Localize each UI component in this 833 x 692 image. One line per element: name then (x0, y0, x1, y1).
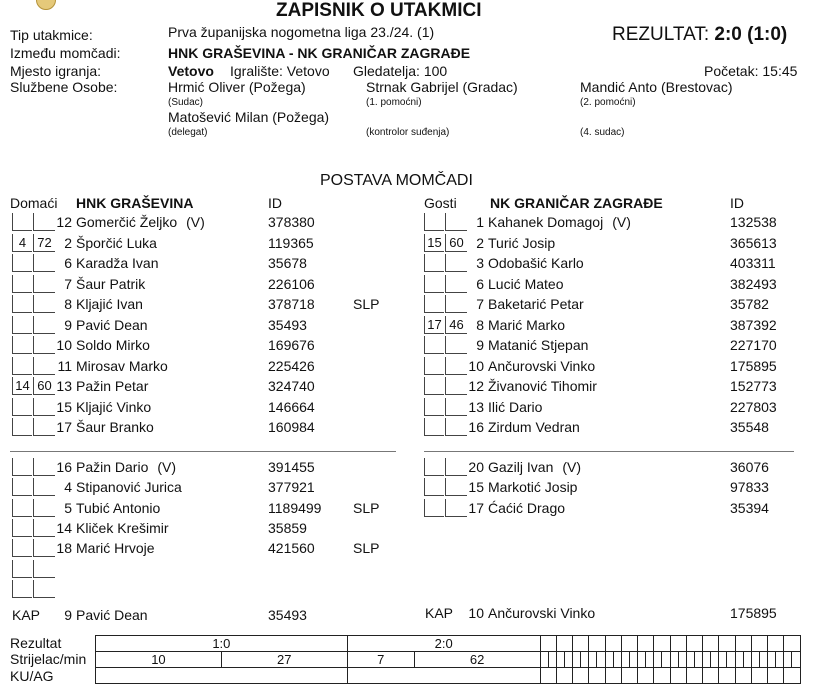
player-id: 378718 (268, 296, 315, 312)
player-id: 35678 (268, 255, 307, 271)
kuag-cell (703, 668, 719, 684)
result-cell (670, 636, 686, 652)
player-name-text: Marić Marko (488, 316, 566, 333)
sub-id: 1189499 (268, 499, 322, 516)
player-number: 10 (468, 357, 484, 374)
player-name-text: Odobašić Karlo (488, 255, 584, 271)
home-kap-id: 35493 (268, 607, 307, 623)
result-cell: 2:0 (347, 636, 540, 652)
player-name (76, 337, 150, 353)
official-name: Matošević Milan (Požega) (168, 109, 330, 125)
away-kap-number: 10 (468, 605, 484, 621)
official-role: (2. pomoćni) (580, 97, 636, 108)
player-name-text: Soldo Mirko (76, 337, 150, 353)
kuag-cell (784, 668, 801, 684)
sub-name-text: Pažin Dario (76, 459, 149, 475)
away-kap-name: Ančurovski Vinko (488, 605, 596, 621)
player-name-text: Pažin Petar (76, 378, 149, 394)
score-row-kuag (96, 668, 801, 684)
igraliste-value: Igralište: Vetovo (230, 63, 330, 79)
minute-box: 72 (33, 234, 55, 252)
sub-number: 18 (56, 540, 72, 557)
sub-id: 36076 (730, 459, 769, 475)
score-grid (95, 635, 801, 684)
scorer-cell (670, 652, 678, 668)
player-name (488, 358, 595, 374)
kuag-cell (654, 668, 670, 684)
result-label: REZULTAT: (612, 24, 710, 45)
sub-name-text: Kliček Krešimir (76, 519, 169, 536)
player-id: 227803 (730, 398, 777, 415)
scorer-cell (703, 652, 711, 668)
player-id: 160984 (268, 419, 315, 435)
home-kap-label: KAP (12, 607, 41, 623)
player-number: 8 (64, 296, 72, 312)
minute-box (12, 519, 32, 537)
player-name-text: Ančurovski Vinko (488, 357, 596, 374)
minute-box (12, 499, 32, 517)
player-id: 387392 (730, 316, 777, 333)
home-divider (10, 451, 396, 452)
sub-number: 5 (64, 499, 72, 516)
player-number: 2 (64, 234, 72, 251)
player-name (76, 358, 168, 374)
kuag-cell (735, 668, 751, 684)
player-name (76, 235, 157, 251)
player-name-text: Pavić Dean (76, 316, 148, 333)
player-name-text: Kljajić Ivan (76, 296, 143, 312)
scorer-cell (784, 652, 792, 668)
sub-id: 421560 (268, 540, 315, 557)
kuag-cell (670, 668, 686, 684)
result-cell (605, 636, 621, 652)
sub-number: 20 (468, 459, 484, 475)
minute-box (424, 458, 444, 476)
player-number: 11 (57, 357, 72, 374)
kuag-cell (621, 668, 637, 684)
player-name (76, 378, 148, 394)
sub-name (488, 479, 577, 495)
scorer-cell (638, 652, 646, 668)
result-cell: 1:0 (96, 636, 348, 652)
minute-box: 60 (33, 377, 55, 395)
minute-box (424, 275, 444, 293)
sub-tag: (V) (157, 459, 177, 475)
scorer-cell (556, 652, 564, 668)
player-name (76, 255, 159, 271)
scorer-cell (735, 652, 743, 668)
minute-box: 60 (445, 234, 467, 252)
minute-box (12, 478, 32, 496)
player-number: 8 (476, 316, 484, 333)
player-name (488, 317, 565, 333)
result-cell (540, 636, 556, 652)
kuag-cell (573, 668, 589, 684)
player-name (76, 296, 143, 312)
away-kap-label: KAP (425, 605, 454, 621)
scorer-cell: 10 (96, 652, 222, 668)
player-id: 403311 (730, 255, 776, 271)
score-row-results (96, 636, 801, 652)
scorer-cell (678, 652, 686, 668)
kuag-cell (719, 668, 735, 684)
player-id: 175895 (730, 357, 777, 374)
home-kap-number: 9 (64, 607, 72, 623)
player-number: 1 (476, 214, 484, 230)
result-cell (589, 636, 605, 652)
player-id: 378380 (268, 214, 315, 230)
player-id: 35548 (730, 419, 769, 435)
sub-number: 4 (64, 479, 72, 496)
lineup-title: POSTAVA MOMČADI (320, 172, 473, 189)
scorer-cell (621, 652, 629, 668)
minute-box (424, 295, 444, 313)
minute-box (33, 580, 55, 598)
result-block (612, 24, 787, 46)
scorer-cell: 27 (221, 652, 347, 668)
official-role: (4. sudac) (580, 127, 625, 138)
kuag-cell (638, 668, 654, 684)
sub-name (488, 500, 565, 516)
player-number: 7 (64, 275, 72, 292)
minute-box (12, 295, 32, 313)
mjesto-label: Mjesto igranja: (10, 63, 102, 79)
sub-name-text: Markotić Josip (488, 479, 578, 496)
away-side-label: Gosti (424, 195, 457, 211)
player-name (488, 378, 597, 394)
scorer-cell (711, 652, 719, 668)
player-name-text: Matanić Stjepan (488, 337, 589, 353)
minute-box (424, 213, 444, 231)
kuag-cell (768, 668, 784, 684)
minute-box: 17 (424, 316, 444, 334)
result-cell (719, 636, 735, 652)
gledatelja-value: Gledatelja: 100 (353, 63, 448, 79)
scorer-cell (727, 652, 735, 668)
sub-id: 97833 (730, 479, 769, 496)
match-teams: HNK GRAŠEVINA - NK GRANIČAR ZAGRAĐE (168, 45, 471, 61)
sub-name (76, 520, 169, 536)
sub-name-text: Stipanović Jurica (76, 479, 182, 496)
player-number: 9 (476, 337, 484, 353)
minute-box (12, 254, 32, 272)
minute-box: 4 (12, 234, 32, 252)
player-number: 13 (56, 378, 72, 394)
tip-value: Prva županijska nogometna liga 23./24. (1) (168, 24, 435, 40)
player-number: 6 (64, 255, 72, 271)
result-cell (768, 636, 784, 652)
scorer-cell (573, 652, 581, 668)
sub-name-text: Tubić Antonio (76, 499, 161, 516)
strijelac-row-label: Strijelac/min (10, 651, 87, 667)
official-name: Mandić Anto (Brestovac) (580, 79, 733, 95)
sub-name (488, 459, 581, 475)
player-name (488, 255, 584, 271)
scorer-cell: 7 (347, 652, 414, 668)
minute-box: 15 (424, 234, 444, 252)
official-role: (delegat) (168, 127, 208, 138)
sub-name-text: Marić Hrvoje (76, 540, 155, 557)
player-id: 35493 (268, 316, 307, 333)
minute-box (12, 213, 32, 231)
player-name-text: Zirdum Vedran (488, 419, 580, 435)
kuag-cell (589, 668, 605, 684)
result-cell (654, 636, 670, 652)
scorer-cell (776, 652, 784, 668)
scorer-cell (564, 652, 572, 668)
player-name (76, 276, 145, 292)
sub-id: 391455 (268, 459, 315, 475)
player-id: 152773 (730, 378, 777, 394)
home-side-label: Domaći (10, 195, 58, 211)
home-kap-name: Pavić Dean (76, 607, 148, 623)
player-number: 16 (468, 419, 484, 435)
minute-box (424, 478, 444, 496)
minute-box (12, 458, 32, 476)
scorer-cell (629, 652, 637, 668)
player-name (76, 214, 205, 230)
scorer-cell: 62 (414, 652, 540, 668)
scorer-cell (694, 652, 702, 668)
sub-name (76, 540, 155, 556)
sub-note: SLP (353, 540, 380, 557)
player-name (488, 214, 631, 230)
player-name (76, 317, 148, 333)
player-number: 17 (56, 419, 72, 435)
minute-box (12, 418, 32, 436)
sub-number: 15 (468, 479, 484, 496)
kuag-cell (96, 668, 348, 684)
player-number: 15 (56, 398, 72, 415)
kuag-cell (605, 668, 621, 684)
player-number: 7 (476, 296, 484, 312)
sub-name (76, 479, 182, 495)
result-cell (621, 636, 637, 652)
kuag-cell (347, 668, 540, 684)
minute-box (424, 377, 444, 395)
player-id: 169676 (268, 337, 315, 353)
official-role: (Sudac) (168, 97, 204, 108)
page-title: ZAPISNIK O UTAKMICI (276, 0, 482, 21)
player-name-text: Turić Josip (488, 234, 556, 251)
home-id-label: ID (268, 195, 282, 211)
minute-box (33, 560, 55, 578)
away-kap-id: 175895 (730, 605, 777, 621)
player-number: 6 (476, 275, 484, 292)
minute-box (12, 539, 32, 557)
result-cell (751, 636, 767, 652)
player-name (488, 337, 588, 353)
sub-tag: (V) (562, 459, 582, 475)
sub-name-text: Gazilj Ivan (488, 459, 554, 475)
player-name-text: Šaur Patrik (76, 275, 146, 292)
scorer-cell (751, 652, 759, 668)
player-number: 13 (468, 398, 484, 415)
player-note: SLP (353, 296, 380, 312)
minute-box (12, 560, 32, 578)
pocetak-value: Početak: 15:45 (704, 63, 798, 79)
scorer-cell (719, 652, 727, 668)
sub-name (76, 500, 160, 516)
player-name-text: Baketarić Petar (488, 296, 584, 312)
tip-label: Tip utakmice: (10, 27, 93, 43)
sub-name-text: Ćaćić Drago (488, 499, 566, 516)
minute-box (424, 499, 444, 517)
rezultat-row-label: Rezultat (10, 635, 62, 651)
scorer-cell (686, 652, 694, 668)
player-name-text: Živanović Tihomir (488, 378, 597, 394)
player-number: 12 (468, 378, 484, 394)
minute-box (12, 275, 32, 293)
player-name-text: Ilić Dario (488, 398, 543, 415)
player-name-text: Karadža Ivan (76, 255, 159, 271)
away-id-label: ID (730, 195, 744, 211)
player-name (488, 399, 542, 415)
player-name-text: Šaur Branko (76, 419, 154, 435)
kuag-row-label: KU/AG (10, 668, 54, 684)
sub-number: 16 (56, 459, 72, 475)
player-number: 12 (56, 214, 72, 230)
izmedju-label: Između momčadi: (10, 45, 121, 61)
result-cell (703, 636, 719, 652)
kuag-cell (686, 668, 702, 684)
result-cell (735, 636, 751, 652)
minute-box (424, 398, 444, 416)
sub-id: 35859 (268, 519, 307, 536)
minute-box (424, 357, 444, 375)
sub-number: 17 (468, 499, 484, 516)
player-name (488, 419, 580, 435)
away-divider (424, 451, 794, 452)
scorer-cell (581, 652, 589, 668)
player-name (76, 419, 154, 435)
player-id: 324740 (268, 378, 315, 394)
player-id: 119365 (268, 234, 314, 251)
player-id: 132538 (730, 214, 777, 230)
official-role: (kontrolor suđenja) (366, 127, 450, 138)
sub-id: 35394 (730, 499, 769, 516)
home-team-name: HNK GRAŠEVINA (76, 195, 194, 211)
player-name-text: Kahanek Domagoj (488, 214, 604, 230)
player-id: 35782 (730, 296, 769, 312)
federation-logo-icon (36, 0, 56, 10)
osobe-label: Službene Osobe: (10, 79, 118, 95)
player-id: 226106 (268, 275, 315, 292)
official-name: Hrmić Oliver (Požega) (168, 79, 306, 95)
minute-box (12, 357, 32, 375)
scorer-cell (597, 652, 605, 668)
result-cell (556, 636, 572, 652)
player-number: 3 (476, 255, 484, 271)
player-id: 365613 (730, 234, 777, 251)
scorer-cell (540, 652, 548, 668)
minute-box (424, 254, 444, 272)
player-tag: (V) (612, 214, 631, 230)
minute-box (12, 316, 32, 334)
scorer-cell (743, 652, 751, 668)
player-name-text: Gomerčić Željko (76, 214, 178, 230)
sub-id: 377921 (268, 479, 315, 496)
scorer-cell (548, 652, 556, 668)
player-id: 146664 (268, 398, 315, 415)
official-name: Strnak Gabrijel (Gradac) (366, 79, 518, 95)
sub-number: 14 (56, 519, 72, 536)
score-row-scorers (96, 652, 801, 668)
player-name-text: Šporčić Luka (76, 234, 157, 251)
away-team-name: NK GRANIČAR ZAGRAĐE (490, 195, 663, 211)
scorer-cell (646, 652, 654, 668)
scorer-cell (654, 652, 662, 668)
minute-box (424, 336, 444, 354)
player-number: 9 (64, 316, 72, 333)
scorer-cell (589, 652, 597, 668)
kuag-cell (540, 668, 556, 684)
player-name-text: Lucić Mateo (488, 275, 564, 292)
kuag-cell (556, 668, 572, 684)
scorer-cell (613, 652, 621, 668)
player-number: 2 (476, 234, 484, 251)
player-id: 382493 (730, 275, 777, 292)
result-cell (638, 636, 654, 652)
minute-box (424, 418, 444, 436)
player-name (488, 296, 584, 312)
minute-box: 14 (12, 377, 32, 395)
sub-note: SLP (353, 499, 380, 516)
player-id: 225426 (268, 357, 315, 374)
result-cell (573, 636, 589, 652)
sub-name (76, 459, 176, 475)
minute-box: 46 (445, 316, 467, 334)
official-role: (1. pomoćni) (366, 97, 422, 108)
result-cell (784, 636, 801, 652)
player-name (76, 399, 151, 415)
scorer-cell (605, 652, 613, 668)
kuag-cell (751, 668, 767, 684)
minute-box (12, 580, 32, 598)
scorer-cell (759, 652, 767, 668)
minute-box (12, 398, 32, 416)
scorer-cell (768, 652, 776, 668)
venue-value: Vetovo (168, 63, 214, 79)
player-id: 227170 (730, 337, 777, 353)
player-name (488, 276, 563, 292)
result-cell (686, 636, 702, 652)
player-name-text: Mirosav Marko (76, 357, 168, 374)
player-name-text: Kljajić Vinko (76, 398, 152, 415)
scorer-cell (662, 652, 670, 668)
player-tag: (V) (186, 214, 205, 230)
result-value: 2:0 (1:0) (714, 24, 788, 45)
scorer-cell (792, 652, 801, 668)
player-name (488, 235, 555, 251)
minute-box (12, 336, 32, 354)
player-number: 10 (56, 337, 72, 353)
